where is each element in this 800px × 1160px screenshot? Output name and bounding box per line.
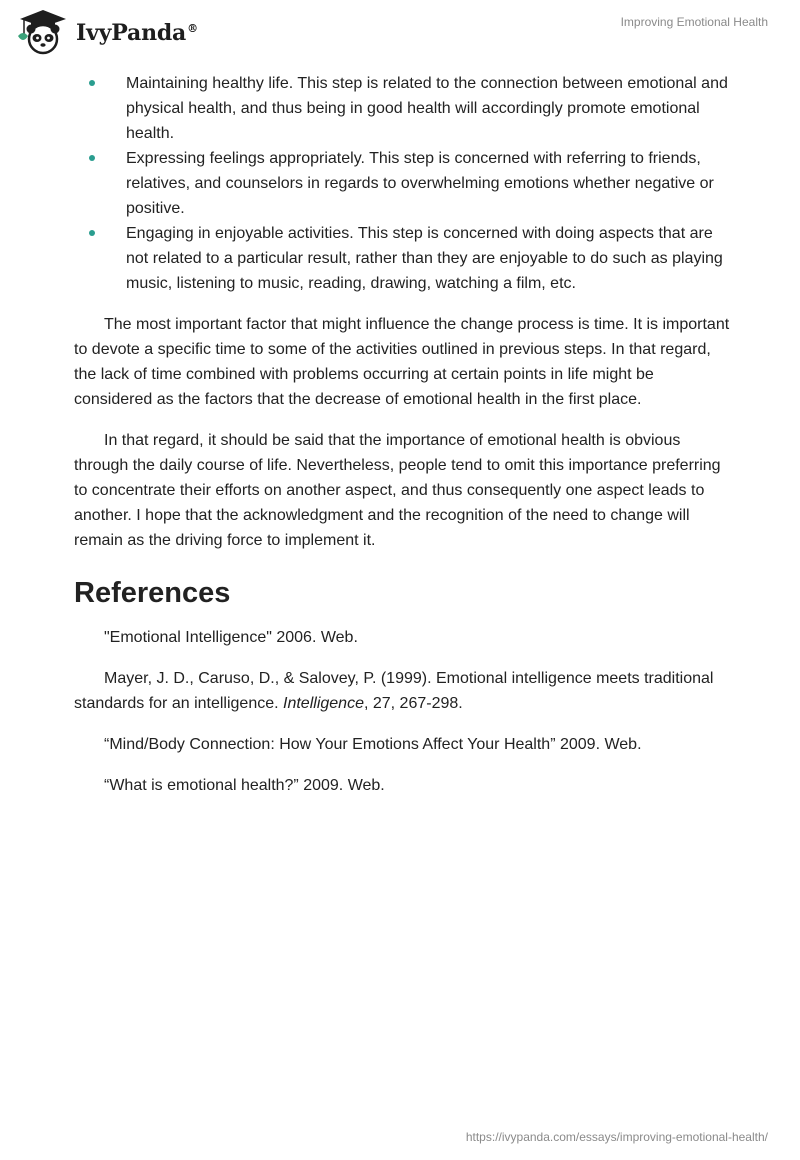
bullet-icon: [89, 230, 95, 236]
registered-mark: ®: [187, 21, 198, 35]
reference-item: [74, 666, 734, 716]
list-item: [74, 71, 734, 146]
references-heading: References: [74, 577, 231, 609]
list-item-text: Expressing feelings appropriately. This step is concerned with referring to friends, relatives, and counselors in regards to overwhelming emotions whether negative or positive.: [126, 150, 714, 217]
steps-list: [74, 71, 734, 296]
reference-text: Mayer, J. D., Caruso, D., & Salovey, P. (1999). Emotional intelligence meets traditional standards for an intelligence.: [74, 670, 714, 712]
reference-item: “Mind/Body Connection: How Your Emotions Affect Your Health” 2009. Web.: [104, 736, 642, 753]
list-item-text: Engaging in enjoyable activities. This step is concerned with doing aspects that are not related to a particular result, rather than they are enjoyable to do such as playing music, listening to music, reading, drawing, watching a film, etc.: [126, 225, 723, 292]
reference-text: , 27, 267-298.: [363, 695, 463, 712]
panda-graduate-icon: [14, 8, 72, 56]
list-item: [74, 146, 734, 221]
list-item: [74, 221, 734, 296]
list-item-text: Maintaining healthy life. This step is related to the connection between emotional and physical health, and thus being in good health will accordingly promote emotional health.: [126, 75, 728, 142]
footer-url[interactable]: https://ivypanda.com/essays/improving-emotional-health/: [465, 1130, 768, 1144]
reference-item: "Emotional Intelligence" 2006. Web.: [104, 629, 358, 646]
reference-item: “What is emotional health?” 2009. Web.: [104, 777, 385, 794]
page-title: Improving Emotional Health: [620, 15, 768, 29]
paragraph: In that regard, it should be said that the importance of emotional health is obvious through the daily course of life. Nevertheless, people tend to omit this importance preferring to concentrate their efforts on another aspect, and thus consequently one aspect leads to another. I hope that the acknowledgment and the recognition of the need to change will remain as the driving force to implement it.: [74, 432, 721, 549]
bullet-icon: [89, 80, 95, 86]
journal-title: Intelligence: [283, 695, 364, 712]
logo-text: IvyPanda®: [76, 20, 198, 46]
bullet-icon: [89, 155, 95, 161]
essay-content: [74, 71, 734, 798]
paragraph: The most important factor that might influence the change process is time. It is important to devote a specific time to some of the activities outlined in previous steps. In that regard, the lack of time combined with problems occurring at certain points in life might be considered as the factors that the decrease of emotional health in the first place.: [74, 316, 730, 408]
logo[interactable]: [14, 8, 198, 56]
